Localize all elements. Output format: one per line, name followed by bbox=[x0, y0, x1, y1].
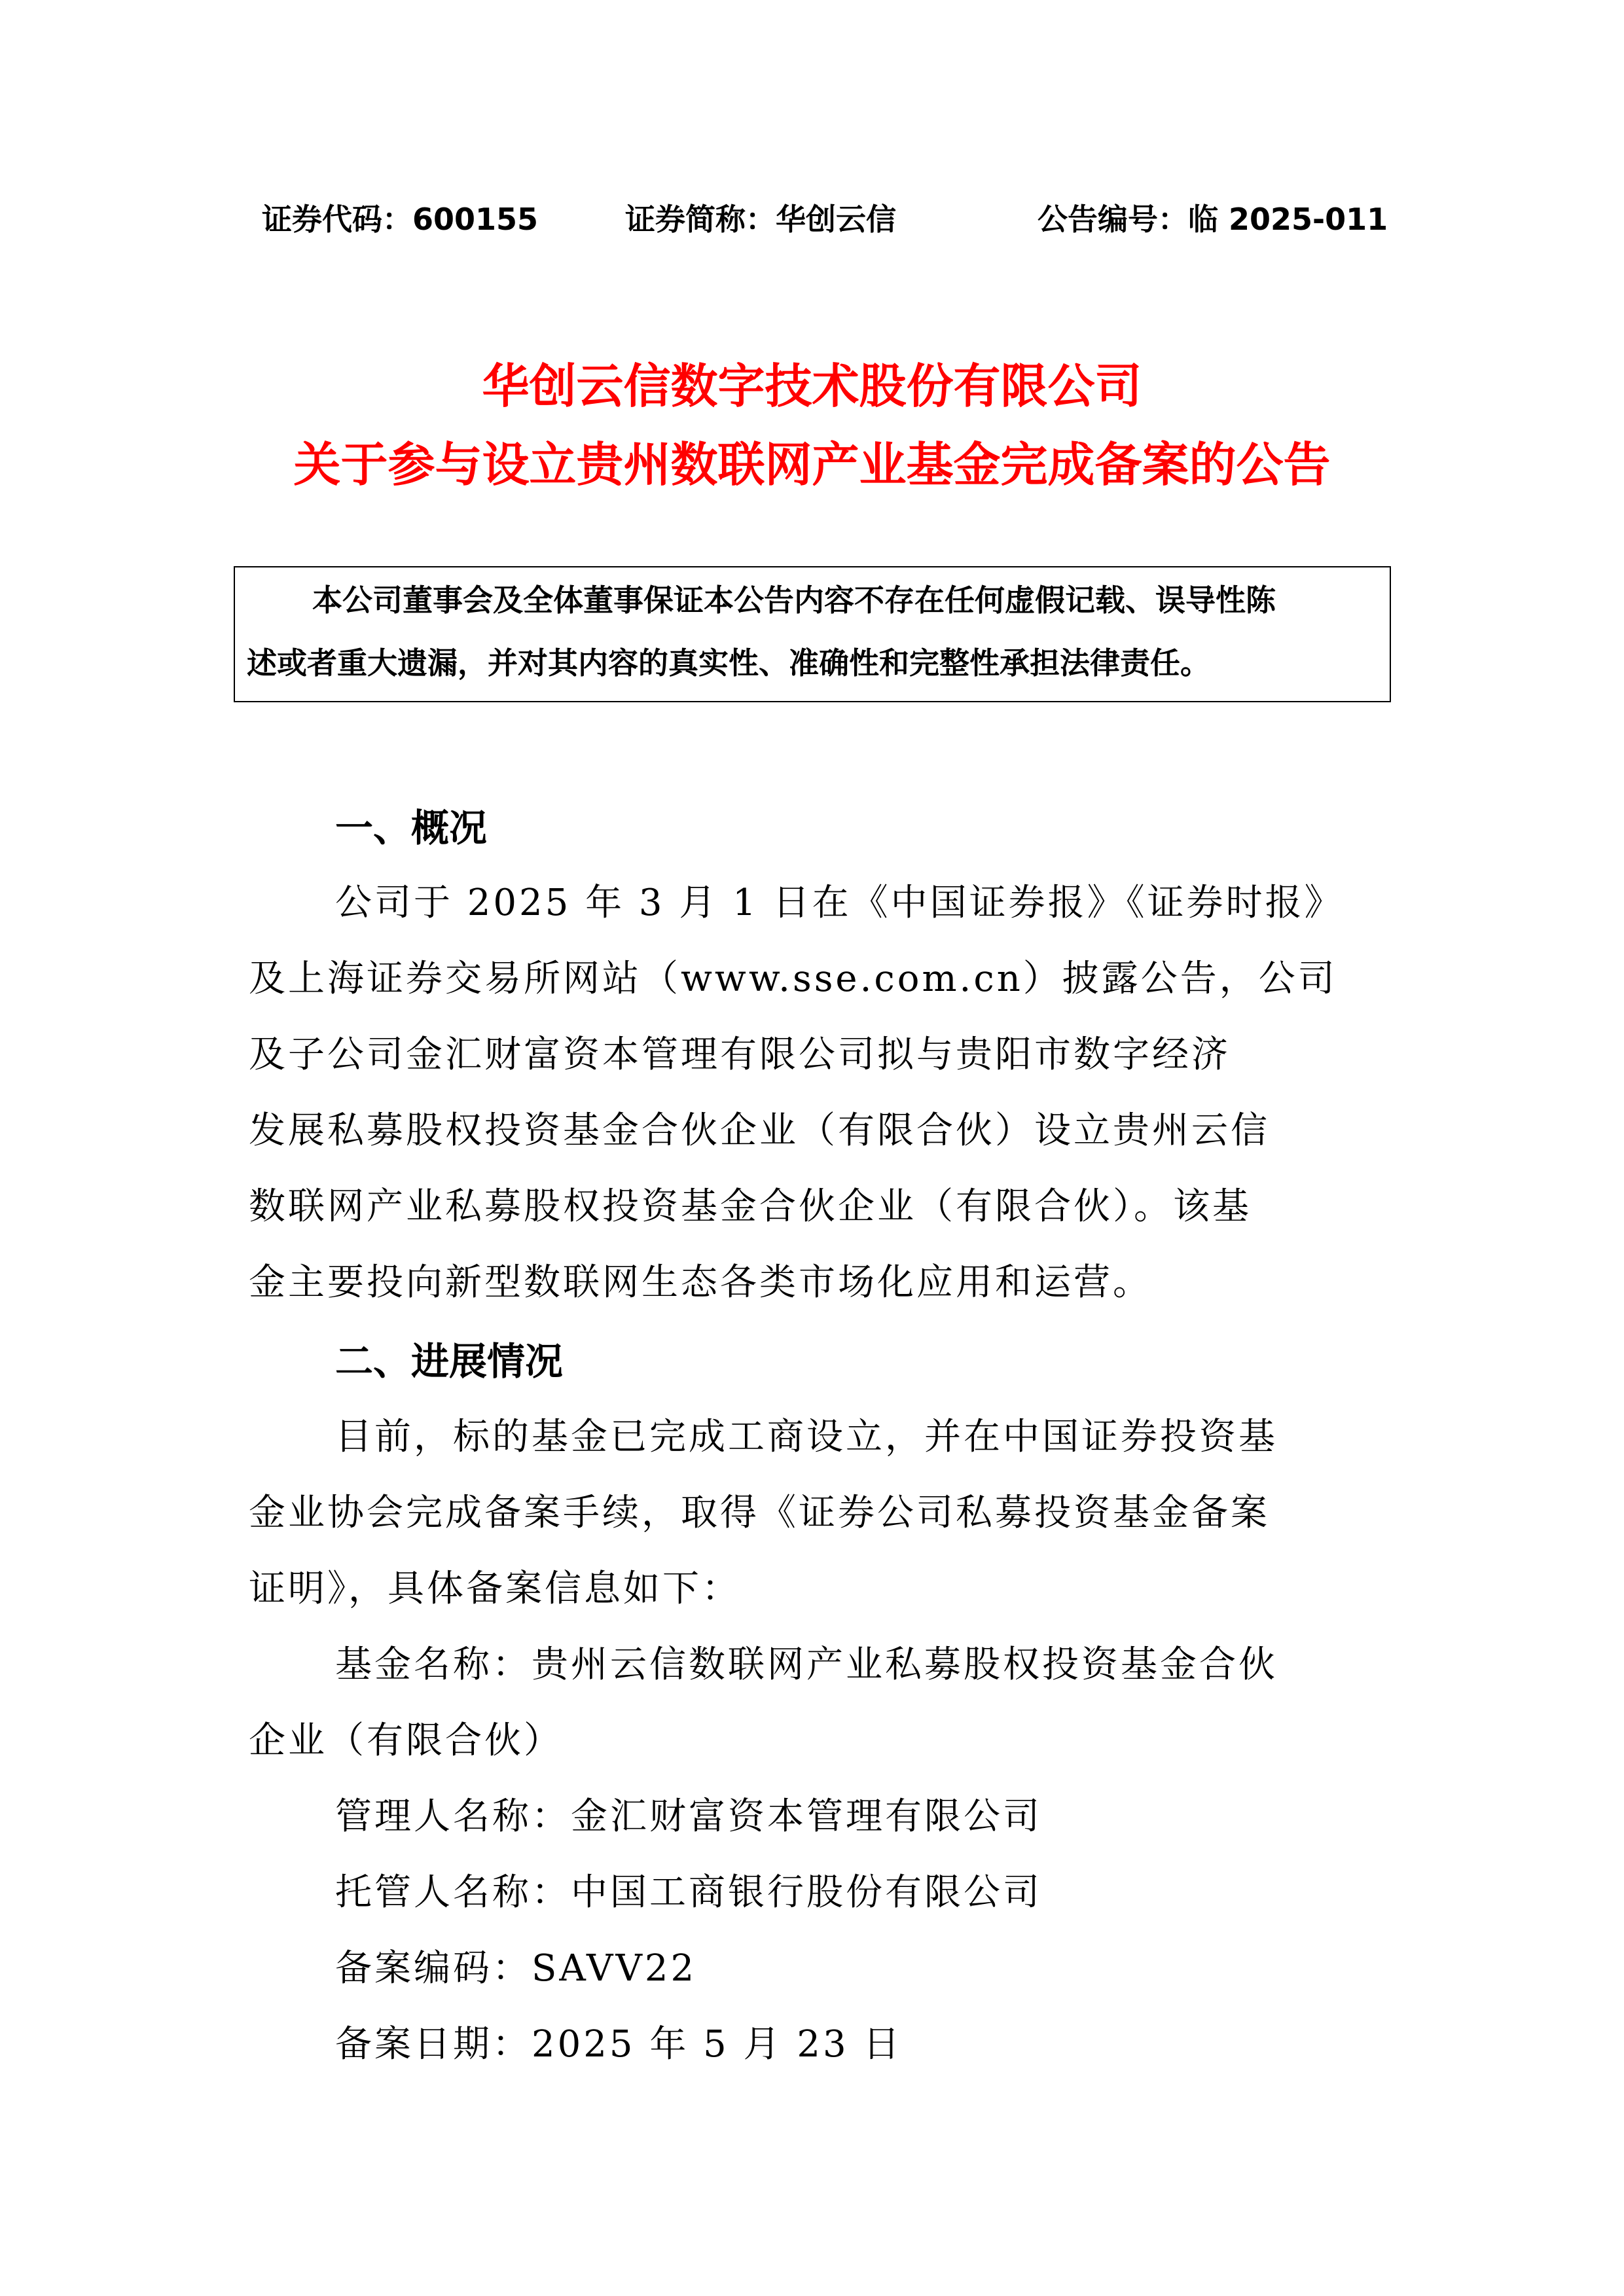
document-title-subject: 关于参与设立贵州数联网产业基金完成备案的公告 bbox=[293, 437, 1331, 492]
paragraph-line: 及上海证券交易所网站（www.sse.com.cn）披露公告，公司 bbox=[249, 958, 1337, 1000]
paragraph-line: 及子公司金汇财富资本管理有限公司拟与贵阳市数字经济 bbox=[249, 1033, 1231, 1076]
paragraph-line: 金业协会完成备案手续，取得《证券公司私募投资基金备案 bbox=[249, 1492, 1270, 1534]
stock-abbreviation: 证券简称：华创云信 bbox=[625, 202, 896, 237]
fund-name-line: 基金名称：贵州云信数联网产业私募股权投资基金合伙 bbox=[335, 1643, 1278, 1686]
section-heading-progress: 二、进展情况 bbox=[335, 1339, 564, 1384]
board-statement-box bbox=[234, 566, 1391, 702]
custodian-name-line: 托管人名称：中国工商银行股份有限公司 bbox=[335, 1871, 1042, 1914]
stock-code: 证券代码：600155 bbox=[262, 202, 539, 237]
filing-date-line: 备案日期：2025 年 5 月 23 日 bbox=[335, 2023, 903, 2066]
paragraph-line: 发展私募股权投资基金合伙企业（有限合伙）设立贵州云信 bbox=[249, 1109, 1270, 1152]
fund-name-line: 企业（有限合伙） bbox=[249, 1719, 563, 1762]
board-statement-line: 述或者重大遗漏，并对其内容的真实性、准确性和完整性承担法律责任。 bbox=[247, 645, 1210, 681]
announcement-header bbox=[0, 196, 1624, 242]
section-heading-overview: 一、概况 bbox=[335, 806, 488, 850]
paragraph-line: 公司于 2025 年 3 月 1 日在《中国证券报》《证券时报》 bbox=[335, 882, 1344, 924]
paragraph-line: 证明》，具体备案信息如下： bbox=[249, 1568, 741, 1610]
paragraph-line: 目前，标的基金已完成工商设立，并在中国证券投资基 bbox=[335, 1416, 1278, 1458]
manager-name-line: 管理人名称：金汇财富资本管理有限公司 bbox=[335, 1795, 1042, 1838]
filing-code-line: 备案编码：SAVV22 bbox=[335, 1947, 697, 1990]
paragraph-line: 数联网产业私募股权投资基金合伙企业（有限合伙）。该基 bbox=[249, 1185, 1252, 1228]
board-statement-line: 本公司董事会及全体董事保证本公告内容不存在任何虚假记载、误导性陈 bbox=[312, 583, 1276, 618]
announcement-number: 公告编号：临 2025-011 bbox=[1038, 202, 1388, 237]
paragraph-line: 金主要投向新型数联网生态各类市场化应用和运营。 bbox=[249, 1261, 1152, 1304]
document-title-company: 华创云信数字技术股份有限公司 bbox=[482, 359, 1142, 414]
